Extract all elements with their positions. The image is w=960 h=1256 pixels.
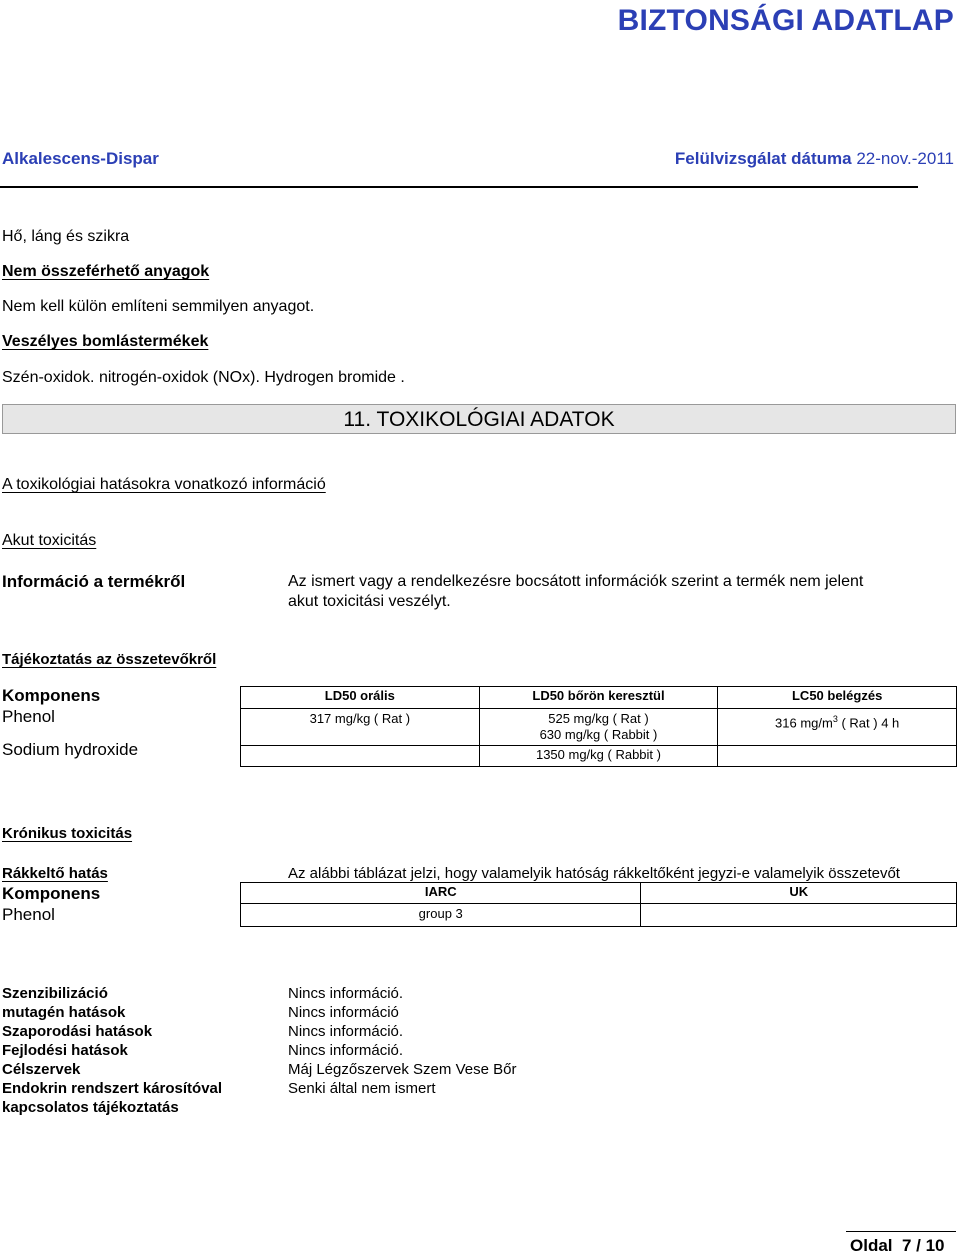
header-divider <box>0 186 918 188</box>
list-item <box>2 1080 942 1099</box>
components-heading: Tájékoztatás az összetevőkről <box>2 651 217 668</box>
document-title: BIZTONSÁGI ADATLAP <box>617 4 954 37</box>
col-iarc: IARC <box>241 883 641 904</box>
list-item <box>2 1099 942 1118</box>
effect-value: Nincs információ <box>288 1004 399 1021</box>
col-uk: UK <box>641 883 957 904</box>
phenol-uk <box>641 904 957 927</box>
decomp-heading: Veszélyes bomlástermékek <box>2 333 209 350</box>
phenol-dermal-rabbit: 630 mg/kg ( Rabbit ) <box>539 727 658 742</box>
phenol-inhal-rest: ( Rat ) 4 h <box>837 715 900 731</box>
revision-info <box>675 149 954 169</box>
incompatible-text: Nem kell külön említeni semmilyen anyagot. <box>2 298 315 315</box>
effects-list <box>2 985 942 1118</box>
phenol-dermal-rat: 525 mg/kg ( Rat ) <box>548 711 649 726</box>
table-header-row <box>241 687 957 709</box>
carcinogenicity-text: Az alábbi táblázat jelzi, hogy valamelyik hatóság rákkeltőként jegyzi-e valamelyik összetevőt <box>288 865 900 882</box>
list-item <box>2 1042 942 1061</box>
phenol-inhal-value: 316 mg/m <box>775 715 833 731</box>
acute-toxicity-heading: Akut toxicitás <box>2 532 97 549</box>
page-count: 7 / 10 <box>901 1236 945 1255</box>
effect-label: Fejlodési hatások <box>2 1042 128 1059</box>
section-11-banner: 11. TOXIKOLÓGIAI ADATOK <box>2 404 956 434</box>
table-header-row <box>241 883 957 904</box>
product-info-label: Információ a termékről <box>2 572 186 591</box>
phenol-iarc: group 3 <box>241 904 641 927</box>
effect-label: Célszervek <box>2 1061 81 1078</box>
page-number <box>850 1236 945 1256</box>
effect-value: Nincs információ. <box>288 1023 404 1040</box>
revision-label: Felülvizsgálat dátuma <box>674 149 852 168</box>
product-info-line1: Az ismert vagy a rendelkezésre bocsátott információk szerint a termék nem jelent <box>288 573 864 590</box>
product-name: Alkalescens-Dispar <box>2 149 159 168</box>
component-phenol: Phenol <box>2 707 55 726</box>
phenol-inhal-exp: 3 <box>832 714 838 724</box>
acute-toxicity-table <box>240 686 957 767</box>
table-row <box>241 746 957 767</box>
chronic-toxicity-heading: Krónikus toxicitás <box>2 825 133 842</box>
naoh-inhalation <box>718 746 957 767</box>
effect-label: Szaporodási hatások <box>2 1023 153 1040</box>
page-label: Oldal <box>850 1236 893 1255</box>
effect-label: mutagén hatások <box>2 1004 126 1021</box>
list-item <box>2 985 942 1004</box>
effect-value: Nincs információ. <box>288 985 404 1002</box>
col-ld50-dermal: LD50 bőrön keresztül <box>479 687 718 709</box>
list-item <box>2 1023 942 1042</box>
effect-value: Máj Légzőszervek Szem Vese Bőr <box>288 1061 517 1078</box>
revision-date: 22-nov.-2011 <box>856 149 954 168</box>
effect-label: Szenzibilizáció <box>2 985 108 1002</box>
product-info-line2: akut toxicitási veszélyt. <box>288 593 451 610</box>
col-lc50-inhalation: LC50 belégzés <box>718 687 957 709</box>
carc-component-label: Komponens <box>2 884 101 903</box>
carc-component-phenol: Phenol <box>2 905 55 924</box>
toxicology-info-heading: A toxikológiai hatásokra vonatkozó információ <box>2 476 326 493</box>
phenol-dermal <box>479 709 718 746</box>
carcinogenicity-label: Rákkeltő hatás <box>2 865 108 882</box>
list-item <box>2 1061 942 1080</box>
effect-value: Senki által nem ismert <box>288 1080 436 1097</box>
carcinogenicity-table <box>240 882 957 927</box>
decomp-text: Szén-oxidok. nitrogén-oxidok (NOx). Hydrogen bromide . <box>2 369 405 386</box>
phenol-oral: 317 mg/kg ( Rat ) <box>241 709 480 746</box>
table-row <box>241 904 957 927</box>
conditions-text: Hő, láng és szikra <box>2 228 130 245</box>
phenol-inhalation <box>718 709 957 746</box>
incompatible-heading: Nem összeférhető anyagok <box>2 263 210 280</box>
table-row <box>241 709 957 746</box>
effect-value: Nincs információ. <box>288 1042 404 1059</box>
naoh-dermal: 1350 mg/kg ( Rabbit ) <box>479 746 718 767</box>
footer-divider <box>846 1231 956 1232</box>
list-item <box>2 1004 942 1023</box>
component-sodium-hydroxide: Sodium hydroxide <box>2 740 139 759</box>
naoh-oral <box>241 746 480 767</box>
component-label: Komponens <box>2 686 101 705</box>
col-ld50-oral: LD50 orális <box>241 687 480 709</box>
effect-label: kapcsolatos tájékoztatás <box>2 1099 179 1116</box>
effect-label: Endokrin rendszert károsítóval <box>2 1080 223 1097</box>
